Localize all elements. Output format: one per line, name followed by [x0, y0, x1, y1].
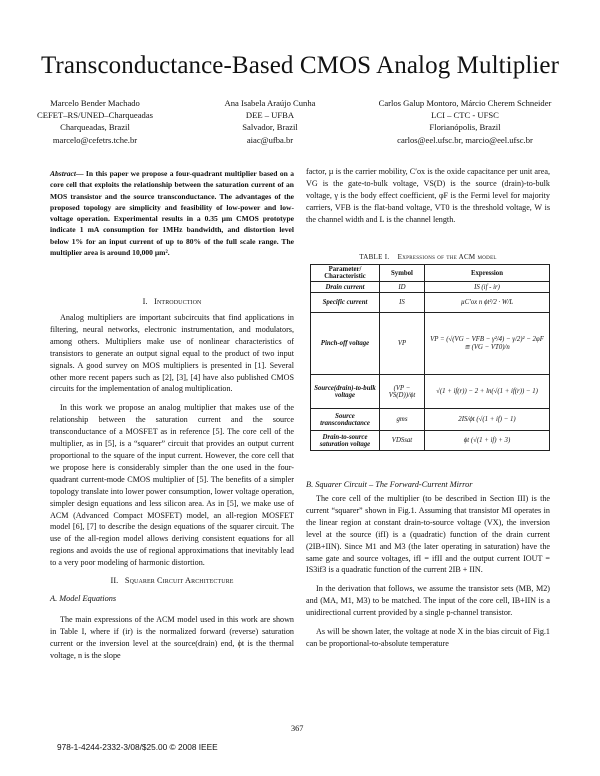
table-row [311, 293, 550, 313]
author-block-3 [350, 97, 580, 146]
author-location: Florianópolis, Brazil [429, 122, 501, 133]
paragraph: In this work we propose an analog multiplier that makes use of the relationship between the saturation current and the source transconductance of a MOSFET as in reference [5]. The core cell of the multiplier, as in [5], is a “squarer” circuit that provides an output current proportional to the square of the input current. However, the core cell that we propose here is considerably simpler than the one used in the four-quadrant current-mode CMOS multiplier of [5]. The benefits of a simpler topology translate into lower power consumption, lower voltage operation, simpler design equations and less silicon area. As in [5], we make use of ACM (Advanced Compact MOSFET) model, an all-region MOSFET model [6], [7] to describe the design equations of the squarer circuit. The use of the all-region model allows deriving consistent equations for all regions and avoids the use of regional approximations that inevitably lead to a very poor modeling of harmonic distortion. [50, 403, 294, 568]
table-cell-symbol: gms [380, 409, 425, 431]
table-header-row [311, 265, 550, 282]
author-location: Salvador, Brazil [242, 122, 298, 133]
paragraph: factor, µ is the carrier mobility, C′ox is the oxide capacitance per unit area, VG is the gate-to-bulk voltage, VS(D) is the source (drain)-to-bulk voltage, γ is the body effect coefficient, φF is the Fermi level for majority carriers, VFB is the flat-band voltage, VT0 is the threshold voltage, W is the channel width and L is the channel length. [306, 167, 550, 224]
section-heading-introduction [50, 297, 294, 306]
table-row [311, 431, 550, 451]
table-cell-symbol: IS [380, 293, 425, 313]
paragraph: The core cell of the multiplier (to be described in Section III) is the current “squarer” shown in Fig.1. Assuming that transistor MI operates in the linear region at constant drain-to-source voltage (VX), the inversion level at the source (ifI) is a (quadratic) function of the drain current (2IB+IIN). Since M1 and M3 (the later operating in saturation) have the same gate and source voltages, ifI = ifII and the output current IOUT = IS3if3 is a quadratic function of the current 2IB + IIN. [306, 494, 550, 575]
author-email: marcelo@cefetrs.tche.br [52, 134, 138, 145]
table-header: Parameter/ Characteristic [311, 265, 380, 282]
squarer-circuit-text [306, 493, 550, 657]
author-affiliation: LCI – CTC - UFSC [431, 110, 499, 121]
author-location: Charqueadas, Brazil [60, 122, 130, 133]
author-block-1 [20, 97, 170, 146]
table-title: Expressions of the ACM model [397, 253, 497, 261]
paragraph: As will be shown later, the voltage at node X in the bias circuit of Fig.1 can be proportional-to-absolute temperature [306, 627, 550, 648]
acm-model-table [310, 264, 550, 451]
abstract [50, 168, 294, 265]
abstract-label: Abstract [50, 169, 76, 178]
table-cell-expression: 2IS/ϕt (√(1 + if) − 1) [425, 409, 550, 431]
table-cell-symbol: ID [380, 282, 425, 293]
author-email: aiac@ufba.br [246, 134, 294, 145]
table-cell-symbol: VDSsat [380, 431, 425, 451]
model-equations-text [50, 614, 294, 669]
author-affiliation: DEE – UFBA [245, 110, 295, 121]
table-row [311, 375, 550, 409]
table-cell-expression: √(1 + if(r)) − 2 + ln(√(1 + if(r)) − 1) [425, 375, 550, 409]
author-name: Marcelo Bender Machado [50, 98, 140, 108]
table-row [311, 313, 550, 375]
paragraph: The main expressions of the ACM model used in this work are shown in Table I, where if (ir) is the normalized forward (reverse) saturation current or the inversion level at the source(drain) end, ϕt is the thermal voltage, n is the slope [50, 615, 294, 660]
abstract-text: — In this paper we propose a four-quadrant multiplier based on a core cell that exploits the relationship between the saturation current of an MOS transistor and the source transconductance. The advantages of the proposed topology are simplicity and feasibility of low-power and low-voltage operation. Experimental results in a 0.35 µm CMOS prototype indicate 1 mA consumption for 1MHz bandwidth, and distortion level below 1% for an input current of up to 80% of the full scale range. The multiplier area is around 10,000 µm². [50, 169, 294, 258]
table-cell-expression: VP = (√(VG − VFB − γ²/4) − γ/2)² − 2φF ≅ (VG − VT0)/n [425, 313, 550, 375]
table-row [311, 409, 550, 431]
table-cell-symbol: (VP − VS(D))/ϕt [380, 375, 425, 409]
table-cell-characteristic: Specific current [311, 293, 380, 313]
table-row [311, 282, 550, 293]
intro-text [50, 312, 294, 576]
section-number: I. [142, 297, 148, 306]
subsection-heading-b: B. Squarer Circuit – The Forward-Current Mirror [306, 480, 473, 489]
table-number: TABLE I. [359, 253, 390, 261]
table-cell-characteristic: Source transconductance [311, 409, 380, 431]
table-cell-characteristic: Source(drain)-to-bulk voltage [311, 375, 380, 409]
author-name: Carlos Galup Montoro, Márcio Cherem Schneider [378, 98, 552, 108]
subsection-heading-a: A. Model Equations [50, 594, 117, 603]
table-cell-expression: IS (if - ir) [425, 282, 550, 293]
author-block-2 [195, 97, 345, 146]
right-column-text [306, 166, 550, 233]
table-caption [306, 253, 550, 261]
table-cell-expression: µC′ox n ϕt²/2 · W/L [425, 293, 550, 313]
author-email: carlos@eel.ufsc.br, marcio@eel.ufsc.br [397, 134, 533, 145]
copyright-footer: 978-1-4244-2332-3/08/$25.00 © 2008 IEEE [57, 742, 218, 752]
section-title: Introduction [154, 297, 202, 306]
paragraph: Analog multipliers are important subcircuits that find applications in filtering, neural networks, electronic instrumentation, and modulators, among others. Multipliers make use of nonlinear characteristics of transistors to generate an output signal equal to the product of two input signals. A good survey on MOS multipliers is presented in [1]. Several other more recent papers such as [2], [3], [4] have also published CMOS circuits for the implementation of analog multiplication. [50, 313, 294, 394]
table-cell-characteristic: Drain-to-source saturation voltage [311, 431, 380, 451]
table-header: Expression [425, 265, 550, 282]
paragraph: In the derivation that follows, we assume the transistor sets (MB, M2) and (MA, M1, M3) to be matched. The input of the core cell, IB+IIN is a unidirectional current provided by a single p-channel transistor. [306, 584, 550, 618]
section-heading-squarer [50, 576, 294, 585]
table-header: Symbol [380, 265, 425, 282]
page-number: 367 [291, 724, 304, 733]
author-name: Ana Isabela Araújo Cunha [224, 98, 316, 108]
section-title: Squarer Circuit Architecture [124, 576, 234, 585]
table-cell-characteristic: Drain current [311, 282, 380, 293]
table-cell-expression: ϕt (√(1 + if) + 3) [425, 431, 550, 451]
author-affiliation: CEFET–RS/UNED–Charqueadas [36, 110, 153, 121]
paper-title: Transconductance-Based CMOS Analog Multiplier [40, 52, 560, 79]
table-cell-characteristic: Pinch-off voltage [311, 313, 380, 375]
table-cell-symbol: VP [380, 313, 425, 375]
section-number: II. [110, 576, 119, 585]
